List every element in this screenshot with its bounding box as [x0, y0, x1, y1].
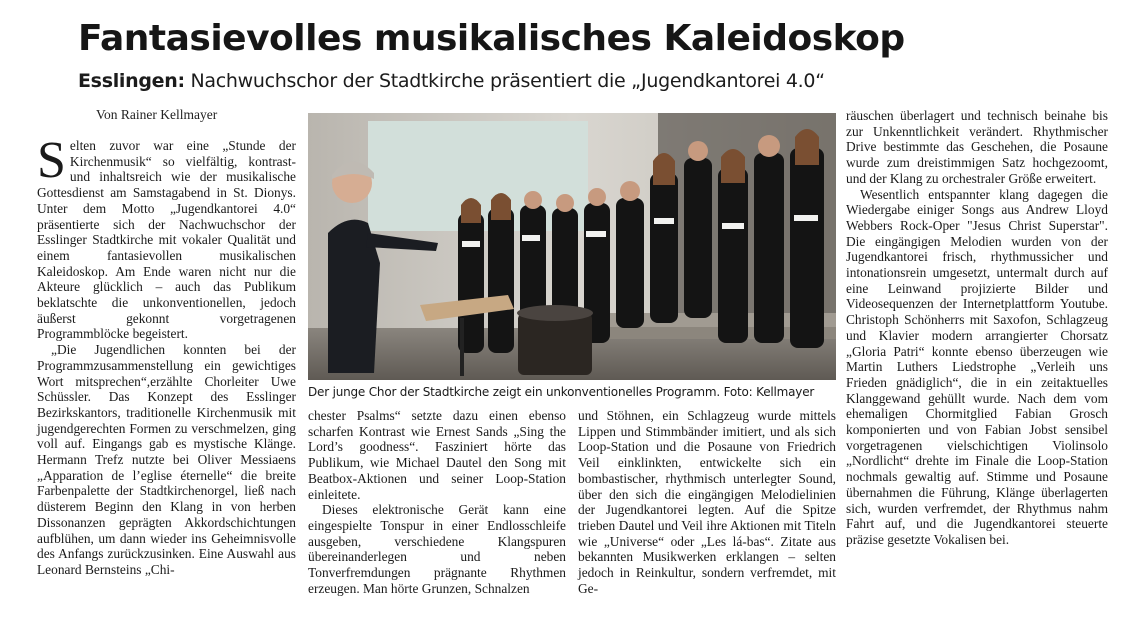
article-column-3: [578, 408, 836, 596]
column4-paragraph-2: Wesentlich entspannter klang dagegen die Wiedergabe einiger Songs aus Andrew Lloyd Webbers Rock-Oper "Jesus Christ Superstar". Die eingängigen Melodien wurden von der Jugendkantorei frisch, rhythmussicher und intonationsrein umgesetzt, untermalt durch auf eine Leinwand projizierte Bilder und Videosequenzen der Internetplattform Youtube. Christoph Schönherrs mit Saxofon, Schlagzeug und Klavier modern arrangierter Chorsatz „Gloria Patri“ konnte ebenso überzeugen wie Martin Luthers Liedstrophe „Verleih uns Frieden gnädiglich“, die in ein zeitaktuelles Klanggewand gehüllt wurde. Nach dem vom ehemaligen Chormitglied Fabian Grosch komponierten und von Fabian Jobst sensibel vorgetragenen vielschichtigen Violinsolo „Nordlicht“ drehte im Finale die Loop-Station nochmals gewaltig auf. Stimme und Posaune übernahmen die Führung, Klänge überlagerten sich, wurden verfremdet, der Rhythmus nahm Fahrt auf, und die Jugendkantorei steuerte präzise gesetzte Vokalisen bei.: [846, 186, 1108, 547]
caption-credit: Foto: Kellmayer: [723, 385, 815, 399]
article-headline: Fantasievolles musikalisches Kaleidoskop: [78, 18, 905, 59]
caption-text: Der junge Chor der Stadtkirche zeigt ein unkonventionelles Programm.: [308, 385, 720, 399]
dropcap-letter: S: [37, 132, 66, 189]
column4-paragraph-1: räuschen überlagert und technisch beinahe bis zur Unkenntlichkeit verändert. Rhythmischer Drive bestimmte das Geschehen, die Posaune wurde zum dreistimmigen Satz hochgezoomt, und der Klang zu orchestraler Größe erweitert.: [846, 108, 1108, 186]
subhead-place: Esslingen:: [78, 70, 185, 92]
article-column-2: [308, 408, 566, 596]
column1-paragraph-2: „Die Jugendlichen konnten bei der Programmzusammenstellung ein gewichtiges Wort mitsprechen“,erzählte Chorleiter Uwe Schüssler. Das Konzept des Esslinger Bezirkskantors, traditionelle Kirchenmusik mit jugendgerechten Formen zu verschmelzen, ging voll auf. Eingangs gab es mystische Klänge. Hermann Trefz nutzte bei Oliver Messiaens „Apparation de l’eglise éternelle“ die breite Farbenpalette der Stadtkirchenorgel, ließ nach düsterem Beginn den Klang in von herben Dissonanzen geprägten Akkordschichtungen aufblühen, um dann wieder ins Geheimnisvolle des Anfangs zurückzusinken. Eine Auswahl aus Leonard Bernsteins „Chi-: [37, 342, 296, 577]
article-column-1: [37, 132, 296, 578]
article-byline: Von Rainer Kellmayer: [96, 107, 218, 122]
column1-paragraph-1: [37, 132, 296, 342]
article-column-4: [846, 108, 1108, 548]
column3-paragraph-1: und Stöhnen, ein Schlagzeug wurde mittels Lippen und Stimmbänder imitiert, und als sich Loop-Station und die Posaune von Friedrich Veil einklinkten, entwickelte sich ein bombastischer, rhythmisch unterlegter Sound, über den sich die eingängigen Melodielinien der Jugendkantorei legten. Auf die Spitze trieben Dautel und Veil ihre Aktionen mit Titeln wie „Universe“ oder „Les lá-bas“. Zitate aus bekannten Musikwerken erklangen – selten jedoch in Reinkultur, sondern verfremdet, mit Ge-: [578, 408, 836, 596]
article-subhead: [78, 70, 825, 92]
photo-caption: [308, 385, 838, 399]
column1-paragraph-1-text: elten zuvor war eine „Stunde der Kirchenmusik“ so vielfältig, kontrast- und inhaltsreich wie der musikalische Gottesdienst am Samstagabend in St. Dionys. Unter dem Motto „Jugendkantorei 4.0“ präsentierte sich der Nachwuchschor der Esslinger Stadtkirche mit vokaler Qualität und einem fantasievollen musikalischen Kaleidoskop. Am Ende waren nicht nur die Akteure glücklich – auch das Publikum beklatschte die unkonventionellen, jedoch äußerst gekonnt vorgetragenen Programmblöcke begeistert.: [37, 138, 296, 342]
column2-paragraph-1: chester Psalms“ setzte dazu einen ebenso scharfen Kontrast wie Ernest Sands „Sing the Lord’s goodness“. Fasziniert hörte das Publikum, wie Michael Dautel den Song mit Beatbox-Aktionen und seiner Loop-Station einleitete.: [308, 408, 566, 502]
column2-paragraph-2: Dieses elektronische Gerät kann eine eingespielte Tonspur in einer Endlosschleife ausgeben, verschiedene Klangspuren übereinanderlegen und neben Tonverfremdungen prägnante Rhythmen erzeugen. Man hörte Grunzen, Schnalzen: [308, 502, 566, 596]
choir-photo: [308, 113, 836, 380]
subhead-text: Nachwuchschor der Stadtkirche präsentiert die „Jugendkantorei 4.0“: [184, 70, 825, 92]
